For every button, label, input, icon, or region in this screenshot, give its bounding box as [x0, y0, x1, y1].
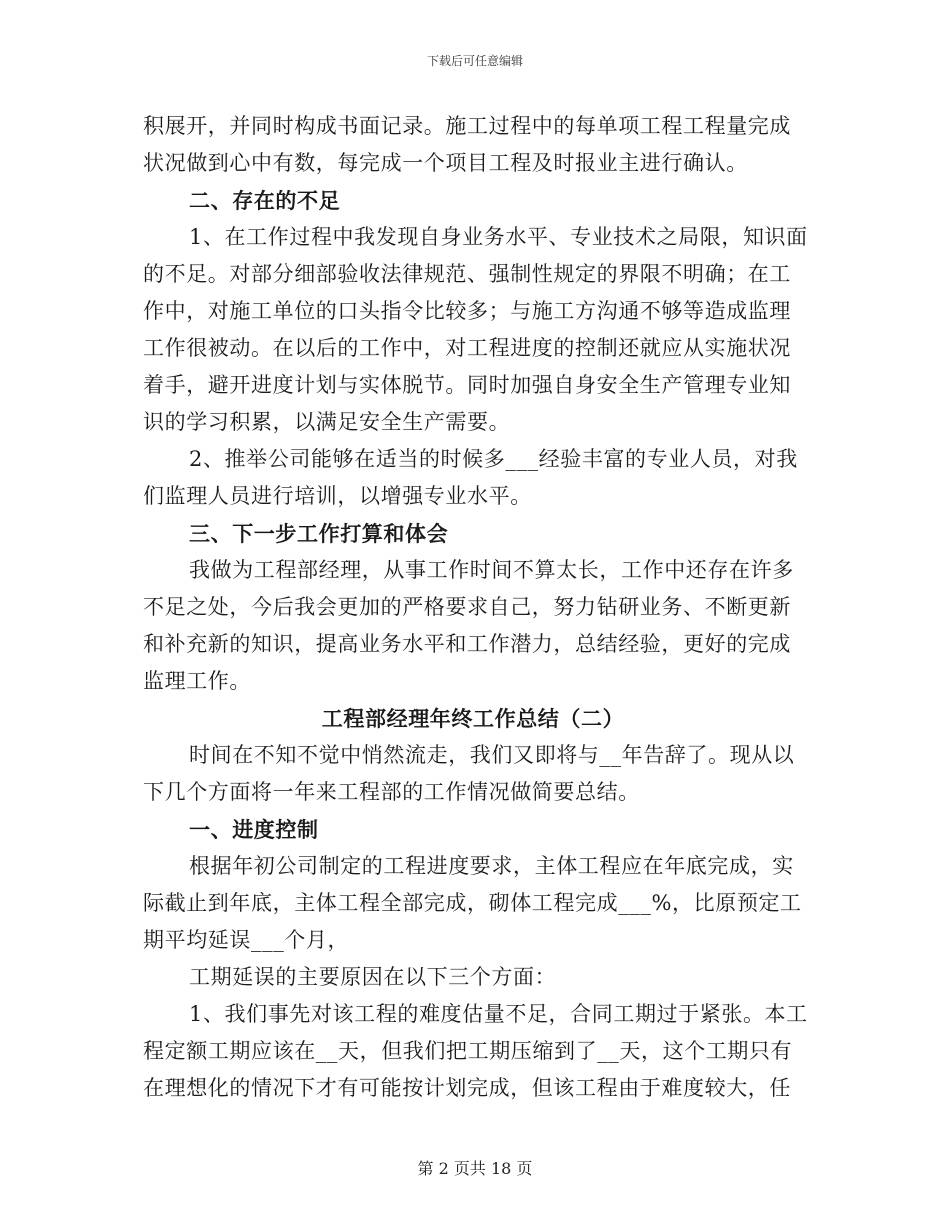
body-line: 2、推举公司能够在适当的时候多___经验丰富的专业人员，对我: [189, 447, 798, 471]
body-line: 积展开，并同时构成书面记录。施工过程中的每单项工程工程量完成: [143, 114, 791, 138]
body-line: 1、在工作过程中我发现自身业务水平、专业技术之局限，知识面: [189, 225, 808, 249]
body-line: 和补充新的知识，提高业务水平和工作潜力，总结经验，更好的完成: [143, 632, 791, 656]
body-line: 工作很被动。在以后的工作中，对工程进度的控制还就应从实施状况: [143, 336, 791, 360]
body-line: 下几个方面将一年来工程部的工作情况做简要总结。: [143, 780, 640, 804]
body-line: 着手，避开进度计划与实体脱节。同时加强自身安全生产管理专业知: [143, 373, 791, 397]
section-heading: 二、存在的不足: [189, 188, 341, 213]
body-line: 工期延误的主要原因在以下三个方面：: [189, 965, 557, 989]
body-line: 我做为工程部经理，从事工作时间不算太长，工作中还存在许多: [189, 558, 794, 582]
body-line: 程定额工期应该在__天，但我们把工期压缩到了__天，这个工期只有: [143, 1039, 793, 1063]
body-line: 状况做到心中有数，每完成一个项目工程及时报业主进行确认。: [143, 151, 748, 175]
body-line: 们监理人员进行培训，以增强专业水平。: [143, 484, 532, 508]
body-line: 在理想化的情况下才有可能按计划完成，但该工程由于难度较大，任: [143, 1076, 791, 1100]
body-line: 识的学习积累，以满足安全生产需要。: [143, 410, 511, 434]
body-line: 不足之处，今后我会更加的严格要求自己，努力钻研业务、不断更新: [143, 595, 791, 619]
body-line: 的不足。对部分细部验收法律规范、强制性规定的界限不明确；在工: [143, 262, 791, 286]
section-heading: 一、进度控制: [189, 817, 319, 842]
section-heading: 三、下一步工作打算和体会: [189, 521, 449, 546]
body-line: 根据年初公司制定的工程进度要求，主体工程应在年底完成，实: [189, 854, 794, 878]
body-line: 监理工作。: [143, 669, 251, 693]
page-header: 下载后可任意编辑: [426, 54, 523, 68]
body-line: 时间在不知不觉中悄然流走，我们又即将与__年告辞了。现从以: [189, 743, 795, 767]
page-footer: 第 2 页共 18 页: [417, 1159, 533, 1178]
body-line: 作中，对施工单位的口头指令比较多；与施工方沟通不够等造成监理: [143, 299, 791, 323]
document-body: [143, 108, 808, 1107]
body-line: 期平均延误___个月，: [143, 928, 350, 952]
body-line: 际截止到年底，主体工程全部完成，砌体工程完成___%，比原预定工: [143, 891, 802, 915]
body-line: 1、我们事先对该工程的难度估量不足，合同工期过于紧张。本工: [189, 1002, 808, 1026]
document-title: 工程部经理年终工作总结（二）: [321, 706, 625, 731]
